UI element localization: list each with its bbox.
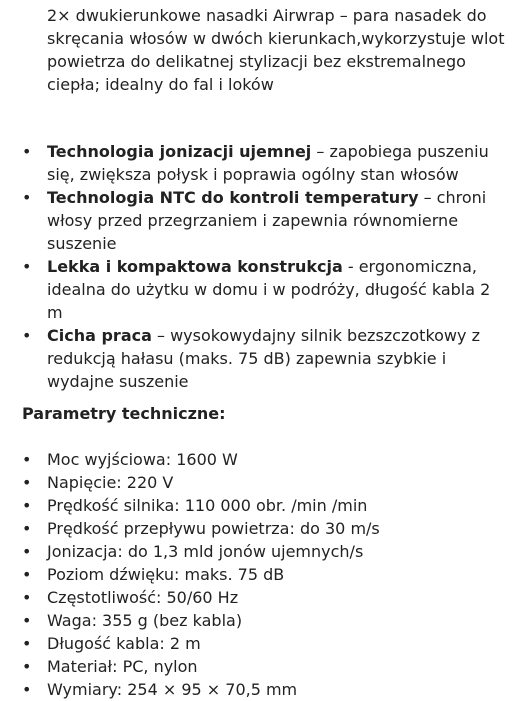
spec-item <box>0 540 518 563</box>
feature-item <box>0 324 518 393</box>
spec-item <box>0 494 518 517</box>
specs-list <box>0 448 518 701</box>
feature-text: – zapobiega puszeniu się, zwiększa połysk i poprawia ogólny stan włosów <box>47 142 489 184</box>
feature-list <box>0 140 518 393</box>
bullet-icon: • <box>22 634 32 653</box>
feature-item <box>0 186 518 255</box>
feature-text: - ergonomiczna, idealna do użytku w domu i w podróży, długość kabla 2 m <box>47 257 491 322</box>
spec-item <box>0 678 518 701</box>
feature-title: Technologia NTC do kontroli temperatury <box>47 188 419 207</box>
feature-item <box>0 140 518 186</box>
spec-item <box>0 655 518 678</box>
bullet-icon: • <box>22 188 32 207</box>
spec-item <box>0 563 518 586</box>
bullet-icon: • <box>22 142 32 161</box>
intro-paragraph: 2× dwukierunkowe nasadki Airwrap – para nasadek do skręcania włosów w dwóch kierunkach,wykorzystuje wlot powietrza do delikatnej stylizacji bez ekstremalnego ciepła; idealny do fal i loków <box>47 6 505 94</box>
bullet-icon: • <box>22 542 32 561</box>
specs-heading: Parametry techniczne: <box>22 404 226 423</box>
spec-item <box>0 609 518 632</box>
bullet-icon: • <box>22 588 32 607</box>
bullet-icon: • <box>22 565 32 584</box>
spec-text: Poziom dźwięku: maks. 75 dB <box>47 565 285 584</box>
feature-title: Cicha praca <box>47 326 152 345</box>
feature-item <box>0 255 518 324</box>
feature-text: – chroni włosy przed przegrzaniem i zapewnia równomierne suszenie <box>47 188 487 253</box>
spec-text: Napięcie: 220 V <box>47 473 174 492</box>
bullet-icon: • <box>22 473 32 492</box>
feature-title: Technologia jonizacji ujemnej <box>47 142 312 161</box>
bullet-icon: • <box>22 257 32 276</box>
spec-text: Częstotliwość: 50/60 Hz <box>47 588 239 607</box>
spec-item <box>0 471 518 494</box>
bullet-icon: • <box>22 657 32 676</box>
bullet-icon: • <box>22 611 32 630</box>
spec-text: Moc wyjściowa: 1600 W <box>47 450 238 469</box>
spec-item <box>0 586 518 609</box>
spec-text: Prędkość przepływu powietrza: do 30 m/s <box>47 519 380 538</box>
spec-text: Waga: 355 g (bez kabla) <box>47 611 243 630</box>
feature-title: Lekka i kompaktowa konstrukcja <box>47 257 343 276</box>
bullet-icon: • <box>22 680 32 699</box>
spec-text: Wymiary: 254 × 95 × 70,5 mm <box>47 680 298 699</box>
bullet-icon: • <box>22 450 32 469</box>
spec-item <box>0 632 518 655</box>
bullet-icon: • <box>22 326 32 345</box>
bullet-icon: • <box>22 496 32 515</box>
spec-item <box>0 448 518 471</box>
spec-text: Materiał: PC, nylon <box>47 657 198 676</box>
bullet-icon: • <box>22 519 32 538</box>
spec-text: Prędkość silnika: 110 000 obr. /min /min <box>47 496 368 515</box>
spec-text: Długość kabla: 2 m <box>47 634 201 653</box>
spec-item <box>0 517 518 540</box>
feature-text: – wysokowydajny silnik bezszczotkowy z redukcją hałasu (maks. 75 dB) zapewnia szybkie i wydajne suszenie <box>47 326 480 391</box>
spec-text: Jonizacja: do 1,3 mld jonów ujemnych/s <box>47 542 364 561</box>
